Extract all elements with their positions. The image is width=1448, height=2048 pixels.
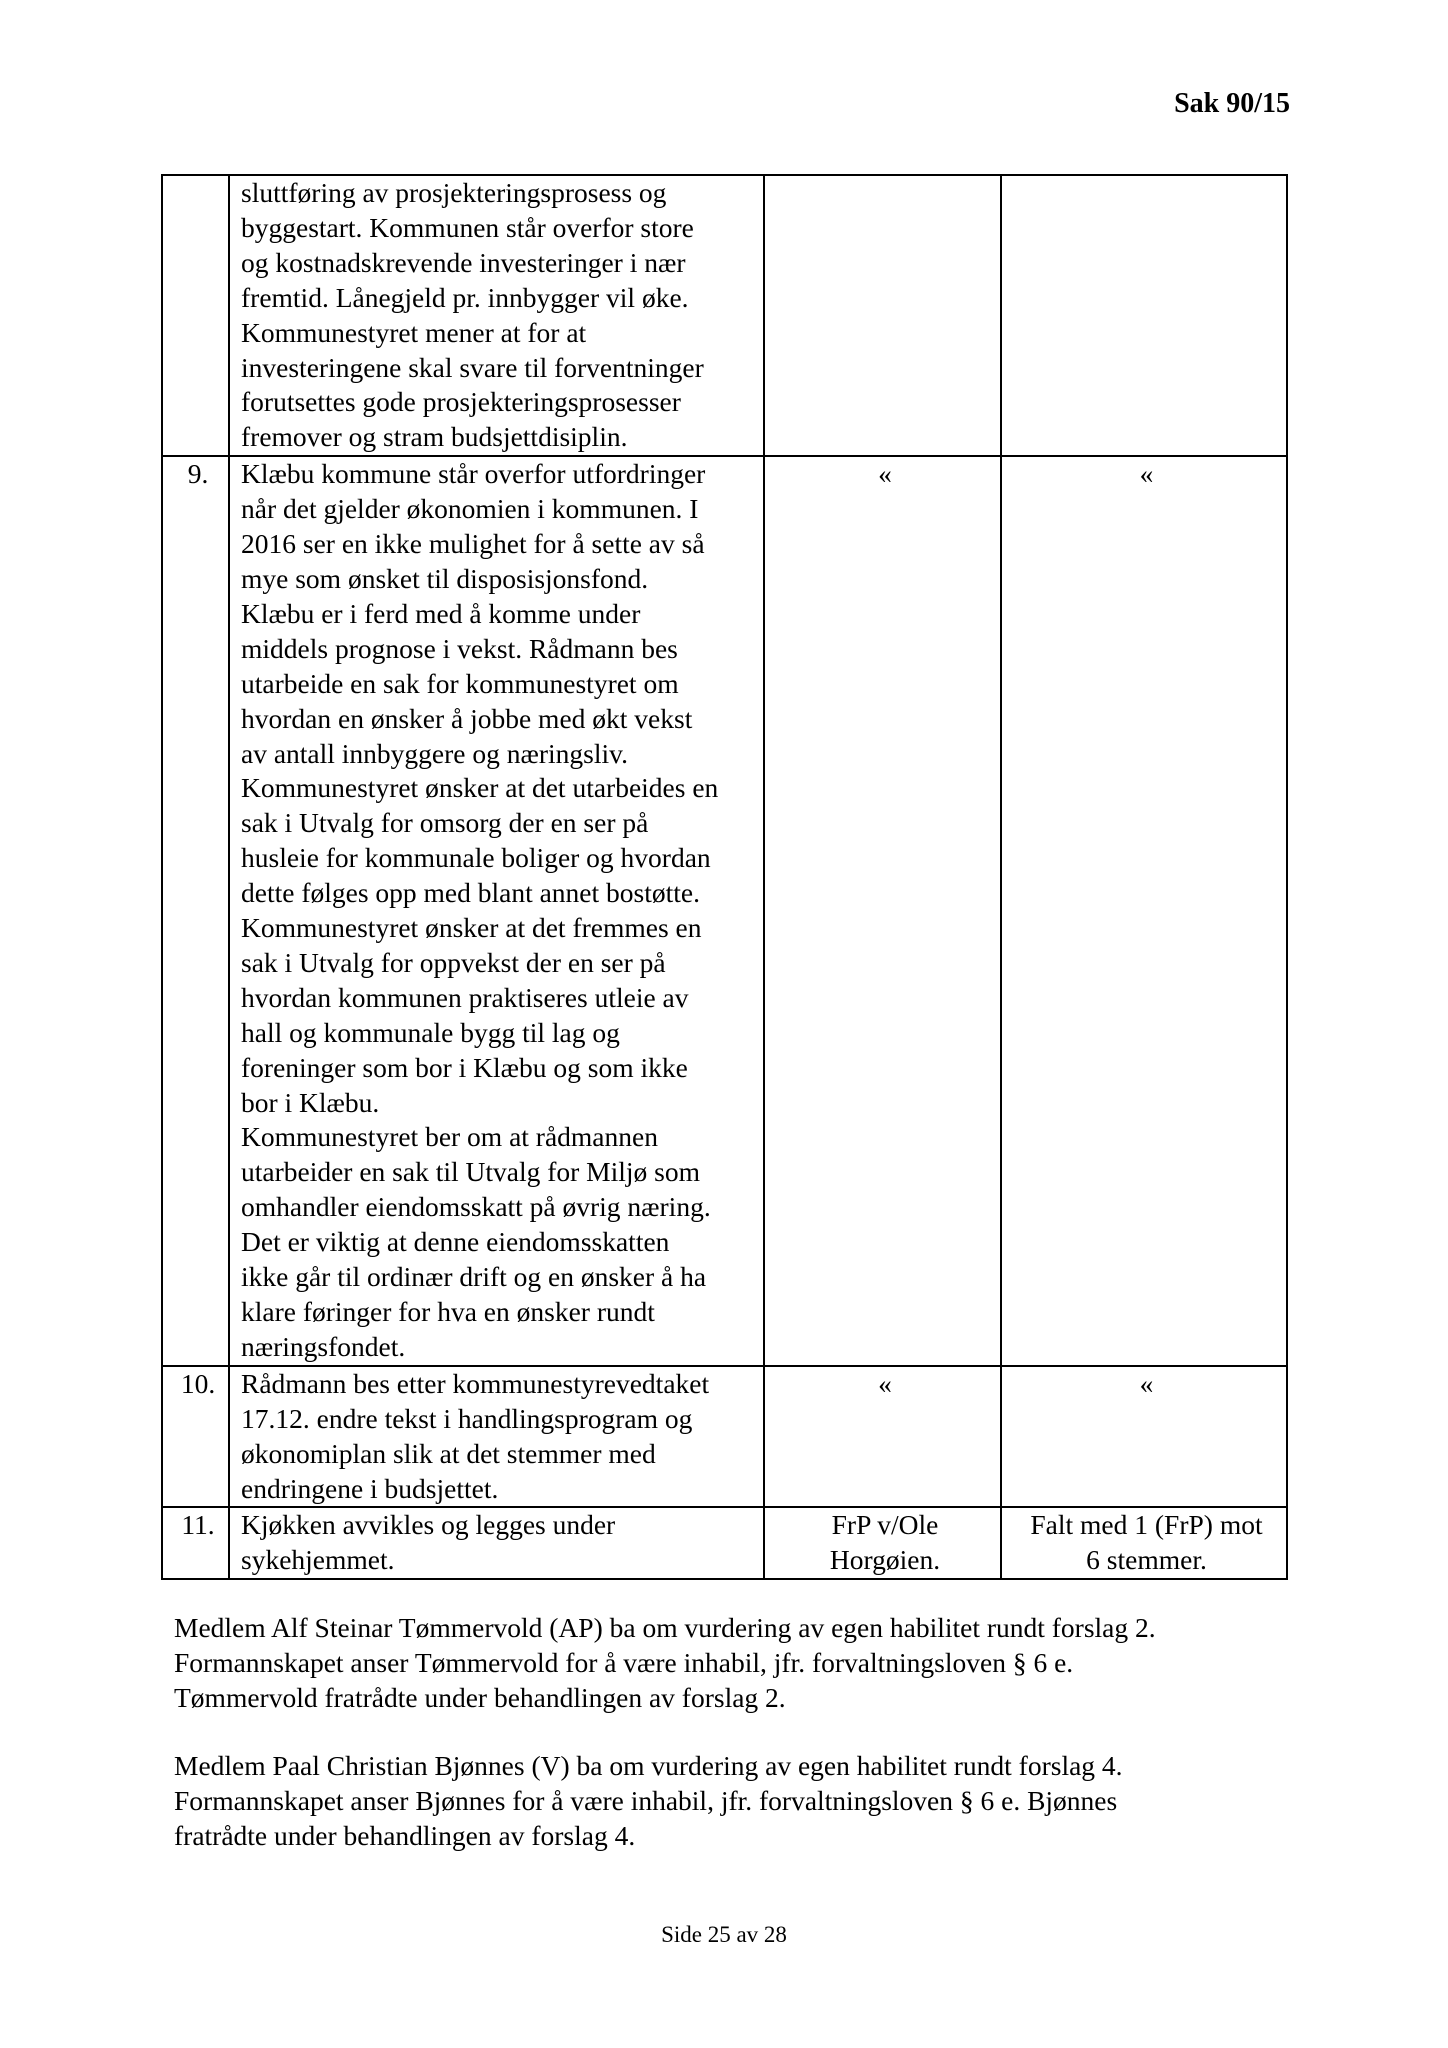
row-number — [162, 175, 229, 456]
table-row — [162, 175, 1287, 456]
text-line: hvordan en ønsker å jobbe med økt vekst — [241, 702, 693, 734]
row-number: 11. — [162, 1507, 229, 1579]
text-line: mye som ønsket til disposisjonsfond. — [241, 562, 649, 594]
text-line: middels prognose i vekst. Rådmann bes — [241, 632, 678, 664]
text-line: byggestart. Kommunen står overfor store — [241, 211, 694, 243]
text-line: Medlem Alf Steinar Tømmervold (AP) ba om vurdering av egen habilitet rundt forslag 2. — [174, 1612, 1156, 1643]
text-line: og kostnadskrevende investeringer i nær — [241, 246, 686, 278]
text-line: sak i Utvalg for omsorg der en ser på — [241, 807, 649, 839]
text-line: Kommunestyret ber om at rådmannen — [241, 1121, 658, 1153]
text-line: bor i Klæbu. — [241, 1086, 380, 1118]
text-line: utarbeider en sak til Utvalg for Miljø som — [241, 1156, 701, 1188]
vote-result-cell — [1001, 456, 1287, 1366]
table-row — [162, 1366, 1287, 1508]
text-line: klare føringer for hva en ønsker rundt — [241, 1296, 655, 1327]
text-line: Rådmann bes etter kommunestyrevedtaket — [241, 1367, 710, 1399]
proposal-text — [229, 456, 764, 1366]
text-line: ikke går til ordinær drift og en ønsker å ha — [241, 1261, 707, 1293]
text-line: fremover og stram budsjettdisiplin. — [241, 421, 628, 453]
text-line: sluttføring av prosjekteringsprosess og — [241, 177, 667, 208]
text-line: av antall innbyggere og næringsliv. — [241, 737, 628, 769]
text-line: Formannskapet anser Bjønnes for å være inhabil, jfr. forvaltningsloven § 6 e. Bjønnes — [174, 1785, 1118, 1816]
vote-result-cell — [1001, 1366, 1287, 1508]
table-row — [162, 1507, 1287, 1579]
vote-result-cell — [1001, 175, 1287, 456]
table-row — [162, 456, 1287, 1366]
text-line: sykehjemmet. — [241, 1544, 395, 1576]
text-line: Falt med 1 (FrP) mot — [1030, 1509, 1263, 1541]
proposer-cell — [764, 456, 1001, 1366]
text-line: Kommunestyret mener at for at — [241, 316, 587, 348]
row-number: 10. — [162, 1366, 229, 1508]
text-line: FrP v/Ole — [831, 1509, 939, 1541]
text-line: sak i Utvalg for oppvekst der en ser på — [241, 946, 666, 978]
text-line: økonomiplan slik at det stemmer med — [241, 1437, 656, 1469]
proposer-cell — [764, 175, 1001, 456]
text-line: omhandler eiendomsskatt på øvrig næring. — [241, 1191, 711, 1223]
text-line: utarbeide en sak for kommunestyret om — [241, 667, 679, 699]
text-line: endringene i budsjettet. — [241, 1472, 499, 1504]
row-number: 9. — [162, 456, 229, 1366]
text-line: Det er viktig at denne eiendomsskatten — [241, 1226, 670, 1258]
text-line: Horgøien. — [829, 1544, 941, 1576]
text-line: hvordan kommunen praktiseres utleie av — [241, 981, 689, 1013]
vote-result-cell — [1001, 1507, 1287, 1579]
text-line: husleie for kommunale boliger og hvordan — [241, 842, 711, 874]
proposal-text — [229, 1507, 764, 1579]
text-line: « — [878, 458, 892, 490]
text-line: « — [1139, 1367, 1154, 1399]
text-line: Klæbu kommune står overfor utfordringer — [241, 458, 706, 490]
text-line: Medlem Paal Christian Bjønnes (V) ba om vurdering av egen habilitet rundt forslag 4. — [174, 1750, 1123, 1781]
proposal-text — [229, 1366, 764, 1508]
text-line: investeringene skal svare til forventninger — [241, 351, 704, 383]
text-line: Formannskapet anser Tømmervold for å være inhabil, jfr. forvaltningsloven § 6 e. — [174, 1647, 1074, 1678]
text-line: Klæbu er i ferd med å komme under — [241, 597, 641, 629]
page-number: Side 25 av 28 — [661, 1922, 787, 1947]
proposer-cell — [764, 1507, 1001, 1579]
text-line: 17.12. endre tekst i handlingsprogram og — [241, 1402, 693, 1434]
text-line: Kommunestyret ønsker at det utarbeides en — [241, 772, 719, 804]
text-line: Tømmervold fratrådte under behandlingen av forslag 2. — [174, 1682, 786, 1713]
text-line: forutsettes gode prosjekteringsprosesser — [241, 386, 681, 418]
text-line: 2016 ser en ikke mulighet for å sette av så — [241, 528, 705, 560]
case-number: Sak 90/15 — [1174, 88, 1290, 119]
text-line: fratrådte under behandlingen av forslag 4. — [174, 1820, 636, 1851]
proposals-table — [161, 174, 1288, 1580]
habilitet-paragraph-2 — [174, 1748, 1123, 1853]
text-line: Kommunestyret ønsker at det fremmes en — [241, 912, 702, 944]
text-line: 6 stemmer. — [1086, 1544, 1207, 1576]
text-line: « — [1139, 458, 1154, 490]
text-line: når det gjelder økonomien i kommunen. I — [241, 493, 699, 525]
text-line: fremtid. Lånegjeld pr. innbygger vil øke. — [241, 281, 689, 313]
text-line: dette følges opp med blant annet bostøtte. — [241, 877, 700, 909]
text-line: hall og kommunale bygg til lag og — [241, 1016, 620, 1048]
proposal-text — [229, 175, 764, 456]
text-line: Kjøkken avvikles og legges under — [241, 1509, 616, 1541]
text-line: « — [878, 1367, 892, 1399]
text-line: foreninger som bor i Klæbu og som ikke — [241, 1051, 688, 1083]
text-line: næringsfondet. — [241, 1330, 406, 1362]
proposer-cell — [764, 1366, 1001, 1508]
habilitet-paragraph-1 — [174, 1610, 1156, 1715]
